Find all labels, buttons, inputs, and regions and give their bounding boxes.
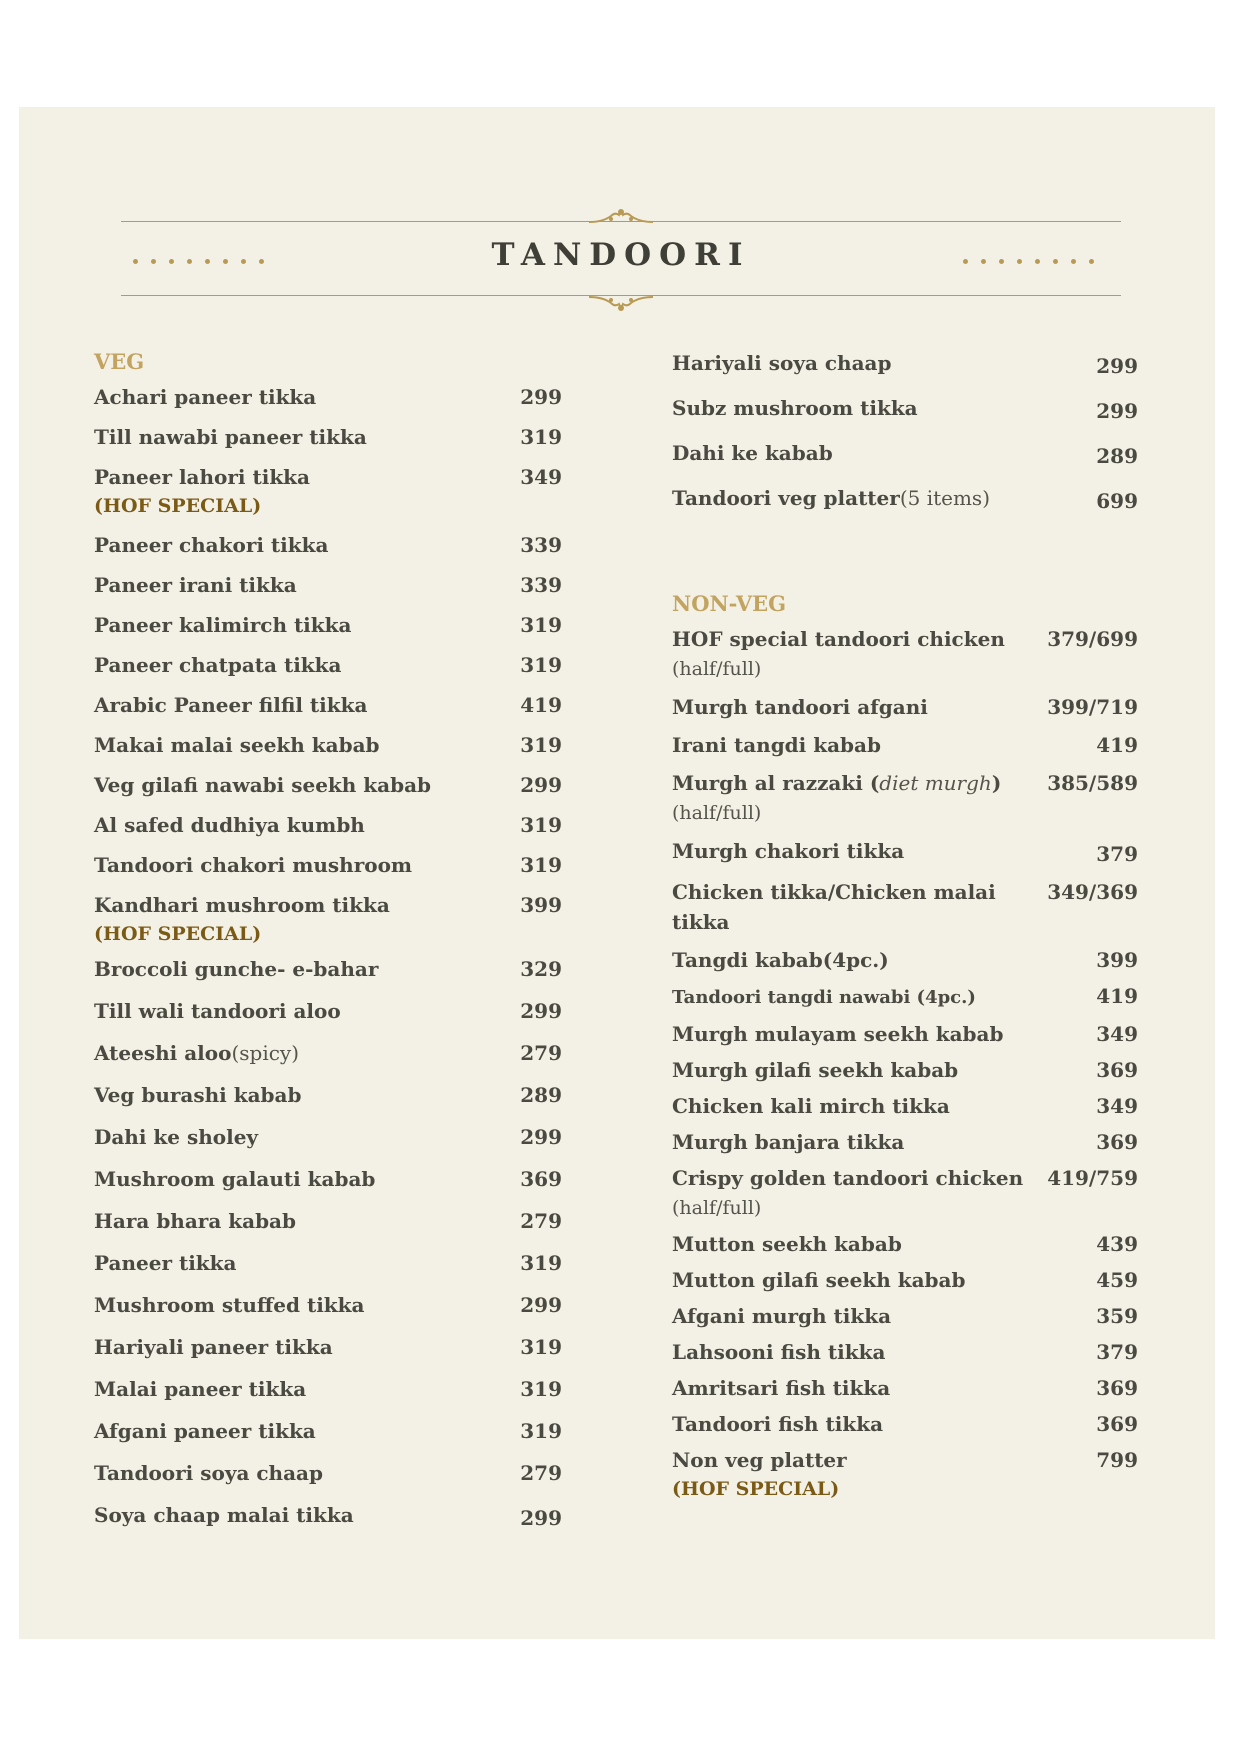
menu-item: Malai paneer tikka 319 <box>94 1377 562 1401</box>
veg-heading: VEG <box>94 349 145 374</box>
menu-item: Paneer lahori tikka (HOF SPECIAL) 349 <box>94 462 562 520</box>
menu-item: Hara bhara kabab 279 <box>94 1209 562 1233</box>
menu-item: Murgh gilafi seekh kabab 369 <box>672 1058 1138 1082</box>
menu-item: Murgh mulayam seekh kabab 349 <box>672 1022 1138 1046</box>
menu-item: Tangdi kabab(4pc.) 399 <box>672 948 1138 972</box>
menu-item: Chicken kali mirch tikka 349 <box>672 1094 1138 1118</box>
menu-item: Non veg platter (HOF SPECIAL) 799 <box>672 1445 1138 1503</box>
menu-item: Tandoori chakori mushroom 319 <box>94 853 562 877</box>
menu-item: Till wali tandoori aloo 299 <box>94 999 562 1023</box>
menu-item: Arabic Paneer filfil tikka 419 <box>94 693 562 717</box>
menu-item: Tandoori veg platter(5 items) 699 <box>672 486 1138 513</box>
menu-item: Mushroom galauti kabab 369 <box>94 1167 562 1191</box>
menu-item: Paneer kalimirch tikka 319 <box>94 613 562 637</box>
menu-item: Crispy golden tandoori chicken (half/full) 419/759 <box>672 1166 1138 1219</box>
menu-item: Tandoori soya chaap 279 <box>94 1461 562 1485</box>
menu-item: Tandoori tangdi nawabi (4pc.) 419 <box>672 984 1138 1008</box>
menu-item: Murgh banjara tikka 369 <box>672 1130 1138 1154</box>
menu-item: Murgh chakori tikka 379 <box>672 839 1138 866</box>
menu-item: Makai malai seekh kabab 319 <box>94 733 562 757</box>
menu-item: Mutton seekh kabab 439 <box>672 1232 1138 1256</box>
menu-item: Subz mushroom tikka 299 <box>672 396 1138 423</box>
menu-item: Ateeshi aloo(spicy) 279 <box>94 1041 562 1065</box>
menu-item: Amritsari fish tikka 369 <box>672 1376 1138 1400</box>
menu-item: Paneer chatpata tikka 319 <box>94 653 562 677</box>
nonveg-heading: NON-VEG <box>672 591 787 616</box>
menu-item: Soya chaap malai tikka 299 <box>94 1503 562 1530</box>
menu-item: Broccoli gunche- e-bahar 329 <box>94 957 562 981</box>
menu-item: Dahi ke sholey 299 <box>94 1125 562 1149</box>
menu-item: Till nawabi paneer tikka 319 <box>94 425 562 449</box>
menu-item: Lahsooni fish tikka 379 <box>672 1340 1138 1364</box>
page-title: TANDOORI <box>491 237 751 273</box>
hof-special-badge: (HOF SPECIAL) <box>94 495 262 517</box>
hof-special-badge: (HOF SPECIAL) <box>672 1478 840 1500</box>
menu-item: Hariyali soya chaap 299 <box>672 351 1138 378</box>
menu-item: Tandoori fish tikka 369 <box>672 1412 1138 1436</box>
menu-item: Afgani paneer tikka 319 <box>94 1419 562 1443</box>
menu-item: Murgh al razzaki (diet murgh) (half/full) 385/589 <box>672 771 1138 824</box>
menu-item: Mutton gilafi seekh kabab 459 <box>672 1268 1138 1292</box>
menu-item: Kandhari mushroom tikka (HOF SPECIAL) 399 <box>94 890 562 948</box>
menu-item: Murgh tandoori afgani 399/719 <box>672 695 1138 719</box>
menu-item: Achari paneer tikka 299 <box>94 385 562 409</box>
right-column <box>672 348 1138 1503</box>
veg-column <box>94 348 562 1533</box>
menu-item: Hariyali paneer tikka 319 <box>94 1335 562 1359</box>
menu-item: Mushroom stuffed tikka 299 <box>94 1293 562 1317</box>
ornament-bottom-icon <box>585 293 657 313</box>
menu-item: HOF special tandoori chicken (half/full) 379/699 <box>672 627 1138 680</box>
menu-item: Dahi ke kabab 289 <box>672 441 1138 468</box>
menu-item: Irani tangdi kabab 419 <box>672 733 1138 757</box>
section-header <box>121 209 1121 309</box>
menu-item: Chicken tikka/Chicken malai tikka 349/369 <box>672 880 1138 934</box>
menu-item: Veg gilafi nawabi seekh kabab 299 <box>94 773 562 797</box>
menu-item: Afgani murgh tikka 359 <box>672 1304 1138 1328</box>
ornament-top-icon <box>585 208 657 228</box>
menu-item: Al safed dudhiya kumbh 319 <box>94 813 562 837</box>
hof-special-badge: (HOF SPECIAL) <box>94 923 262 945</box>
menu-item: Paneer chakori tikka 339 <box>94 533 562 557</box>
dots-right-icon <box>963 259 1094 265</box>
menu-item: Paneer tikka 319 <box>94 1251 562 1275</box>
menu-item: Veg burashi kabab 289 <box>94 1083 562 1107</box>
menu-item: Paneer irani tikka 339 <box>94 573 562 597</box>
